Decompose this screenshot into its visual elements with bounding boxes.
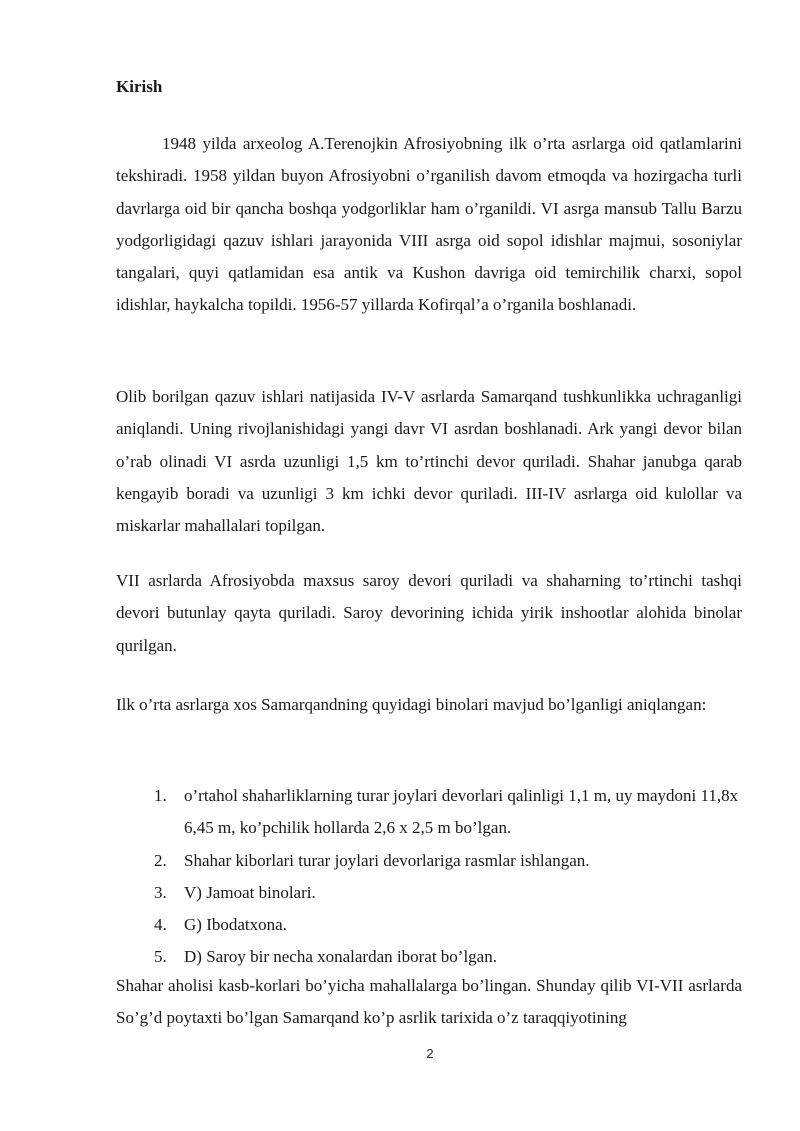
- list-item-text: G) Ibodatxona.: [184, 915, 287, 935]
- paragraph-2: Olib borilgan qazuv ishlari natijasida IV-V asrlarda Samarqand tushkunlikka uchraganligi aniqlandi. Uning rivojlanishidagi yangi davr VI asrdan boshlanadi. Ark yangi devor bilan o’rab olinadi VI asrda uzunligi 1,5 km to’rtinchi devor quriladi. Shahar janubga qarab kengayib boradi va uzunligi 3 km ichki devor quriladi. III-IV asrlarga oid kulollar va miskarlar mahallalari topilgan.: [116, 387, 742, 536]
- paragraph-4: Ilk o’rta asrlarga xos Samarqandning quyidagi binolari mavjud bo’lganligi aniqlangan:: [116, 695, 707, 714]
- list-item: [154, 877, 754, 909]
- list-item-number: 4.: [154, 915, 167, 935]
- list-item: [154, 941, 754, 973]
- section-heading: Kirish: [116, 77, 163, 96]
- list-item: [154, 909, 754, 941]
- list-item-text: Shahar kiborlari turar joylari devorlariga rasmlar ishlangan.: [184, 850, 590, 870]
- buildings-list: [154, 780, 754, 974]
- list-item-number: 5.: [154, 947, 167, 967]
- closing-paragraph: Shahar aholisi kasb-korlari bo’yicha mahallalarga bo’lingan. Shunday qilib VI-VII asrlarda So’g’d poytaxti bo’lgan Samarqand ko’p asrlik tarixida o’z taraqqiyotining: [116, 976, 742, 1028]
- list-item-text: V) Jamoat binolari.: [184, 882, 316, 902]
- page-number: 2: [426, 1046, 434, 1061]
- list-item-number: 3.: [154, 882, 167, 902]
- list-item-text: D) Saroy bir necha xonalardan iborat bo’lgan.: [184, 947, 497, 967]
- paragraph-1: 1948 yilda arxeolog A.Terenojkin Afrosiyobning ilk o’rta asrlarga oid qatlamlarini tekshiradi. 1958 yildan buyon Afrosiyobni o’rganilish davom etmoqda va hozirgacha turli davrlarga oid bir qancha boshqa yodgorliklar ham o’rganildi. VI asrga mansub Tallu Barzu yodgorligidagi qazuv ishlari jarayonida VIII asrga oid sopol idishlar majmui, sosoniylar tangalari, quyi qatlamidan esa antik va Kushon davriga oid temirchilik charxi, sopol idishlar, haykalcha topildi. 1956-57 yillarda Kofirqal’a o’rganila boshlanadi.: [116, 134, 742, 315]
- list-item-text: o’rtahol shaharliklarning turar joylari devorlari qalinligi 1,1 m, uy maydoni 11,8x 6,45 m, ko’pchilik hollarda 2,6 x 2,5 m bo’lgan.: [184, 786, 739, 838]
- list-item-number: 1.: [154, 786, 167, 805]
- list-item: [154, 845, 754, 877]
- list-item: [154, 780, 754, 845]
- list-item-number: 2.: [154, 850, 167, 870]
- paragraph-3: VII asrlarda Afrosiyobda maxsus saroy devori quriladi va shaharning to’rtinchi tashqi devori butunlay qayta quriladi. Saroy devorining ichida yirik inshootlar alohida binolar qurilgan.: [116, 571, 742, 655]
